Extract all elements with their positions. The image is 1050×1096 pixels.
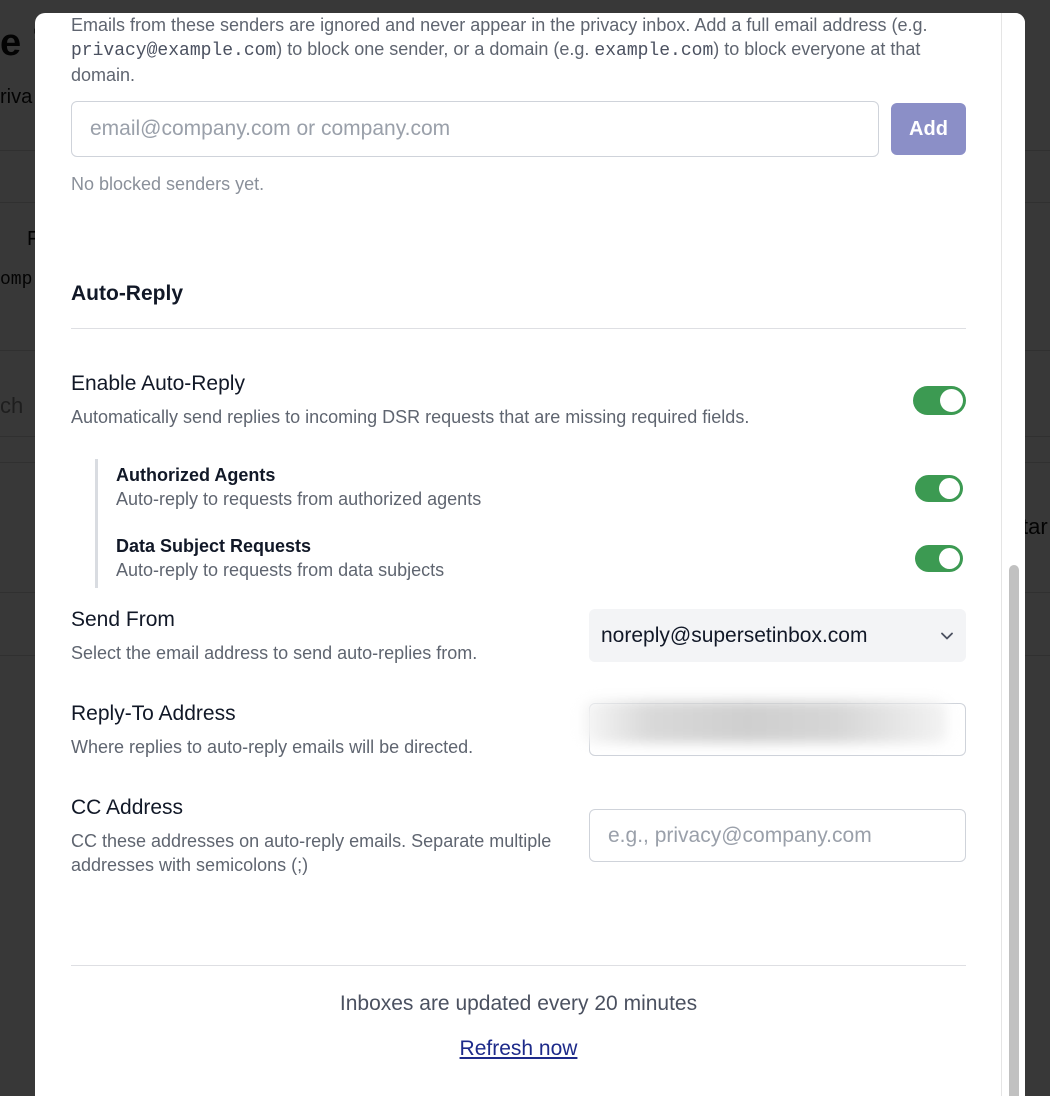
reply-to-desc: Where replies to auto-reply emails will be directed. [71, 737, 474, 757]
enable-auto-reply-title: Enable Auto-Reply [71, 372, 245, 395]
auto-reply-section-title: Auto-Reply [71, 282, 183, 305]
data-subject-requests-toggle[interactable] [915, 545, 963, 572]
footer-divider [71, 965, 966, 966]
cc-address-title: CC Address [71, 796, 184, 819]
send-from-title: Send From [71, 608, 175, 631]
inbox-settings-modal [35, 13, 1025, 1096]
refresh-now-link[interactable]: Refresh now [459, 1037, 578, 1060]
authorized-agents-toggle[interactable] [915, 475, 963, 502]
toggle-knob [940, 389, 963, 412]
chevron-down-icon [940, 629, 954, 643]
cc-address-placeholder: e.g., privacy@company.com [608, 823, 872, 847]
scrollbar-thumb[interactable] [1009, 565, 1019, 1096]
blocked-senders-empty-state: No blocked senders yet. [71, 174, 265, 194]
blocked-senders-description [71, 13, 971, 87]
description-text: ) to block one sender, or a domain (e.g. [276, 39, 595, 59]
send-from-select[interactable] [589, 609, 966, 662]
authorized-agents-desc: Auto-reply to requests from authorized agents [116, 489, 482, 509]
sub-options-indent-bar [95, 459, 98, 588]
authorized-agents-title: Authorized Agents [116, 465, 276, 485]
toggle-knob [939, 478, 960, 499]
send-from-desc: Select the email address to send auto-replies from. [71, 643, 478, 663]
inbox-update-note: Inboxes are updated every 20 minutes [339, 992, 698, 1015]
data-subject-requests-desc: Auto-reply to requests from data subjects [116, 560, 445, 580]
add-blocked-sender-button[interactable]: Add [891, 103, 966, 155]
redacted-reply-to-value [583, 701, 947, 743]
toggle-knob [939, 548, 960, 569]
modal-scrollbar[interactable] [1001, 13, 1025, 1096]
description-text: Emails from these senders are ignored and never appear in the privacy inbox. Add a full email address (e.g. [71, 15, 928, 35]
example-domain-code: example.com [594, 41, 714, 61]
enable-auto-reply-toggle[interactable] [913, 386, 966, 415]
blocked-sender-placeholder: email@company.com or company.com [90, 117, 451, 140]
cc-address-desc: CC these addresses on auto-reply emails. Separate multiple addresses with semicolons (;) [71, 831, 552, 875]
description-text: ) to block everyone at that domain. [71, 39, 921, 85]
reply-to-title: Reply-To Address [71, 702, 236, 725]
data-subject-requests-title: Data Subject Requests [116, 536, 312, 556]
cc-address-input[interactable] [589, 809, 966, 862]
section-divider [71, 328, 966, 329]
send-from-selected-value: noreply@supersetinbox.com [601, 623, 868, 647]
enable-auto-reply-desc: Automatically send replies to incoming DSR requests that are missing required fields. [71, 407, 750, 427]
blocked-sender-input[interactable] [71, 101, 879, 157]
example-email-code: privacy@example.com [71, 41, 277, 61]
